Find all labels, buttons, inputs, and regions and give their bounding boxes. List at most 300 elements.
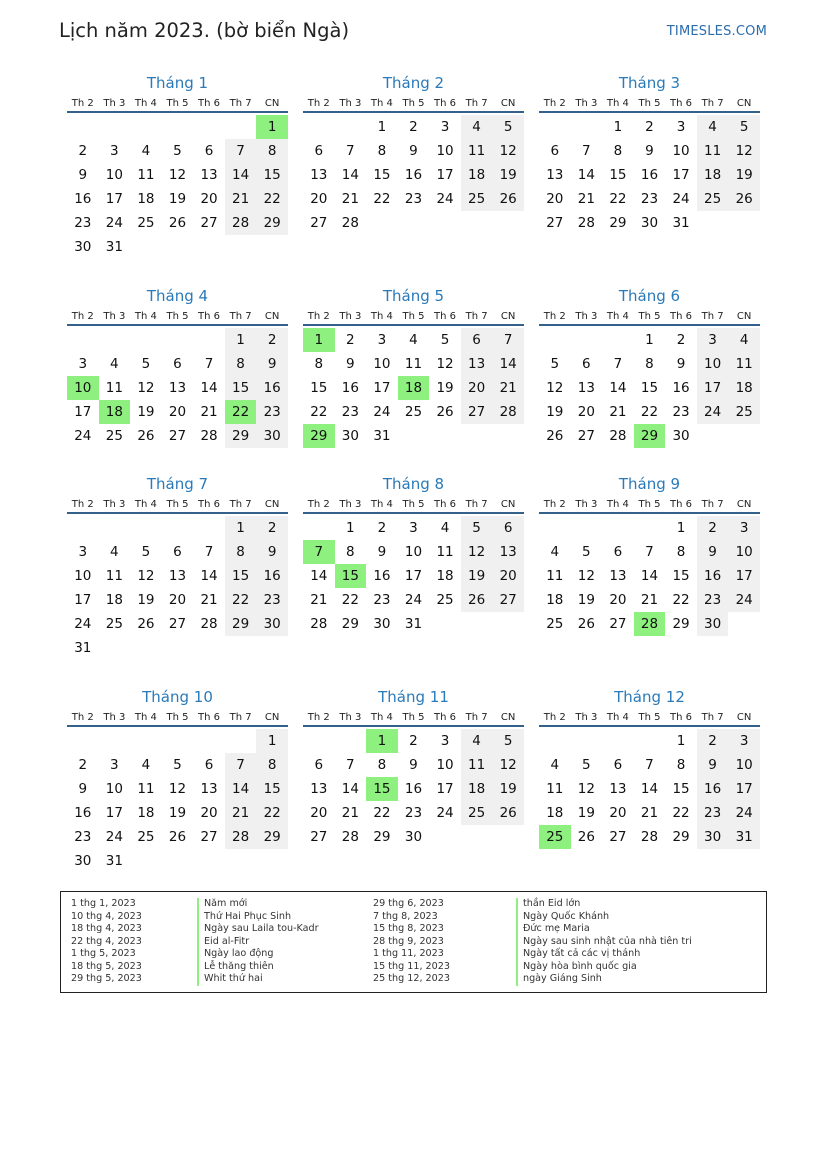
empty-cell <box>602 516 634 540</box>
page-title: Lịch năm 2023. (bờ biển Ngà) <box>59 19 350 42</box>
day-cell: 19 <box>577 592 595 608</box>
month-block <box>539 72 760 235</box>
day-cell: 3 <box>377 332 387 348</box>
holiday-name: Đức mẹ Maria <box>516 923 692 936</box>
empty-cell <box>335 729 367 753</box>
day-cell: 10 <box>373 356 391 372</box>
day-cell: 28 <box>640 829 659 845</box>
day-cell: 4 <box>550 544 560 560</box>
day-cell: 26 <box>168 829 187 845</box>
day-cell: 22 <box>256 801 288 825</box>
day-cell: 11 <box>546 568 564 584</box>
month-block <box>539 473 760 636</box>
holiday-name: Eid al-Fitr <box>197 936 319 949</box>
day-cell: 14 <box>609 380 627 396</box>
empty-cell <box>130 516 162 540</box>
day-cell: 24 <box>728 801 760 825</box>
day-cell: 11 <box>105 380 123 396</box>
day-cell: 13 <box>609 568 627 584</box>
weekday-label: Th 3 <box>575 499 598 510</box>
day-cell: 2 <box>409 119 418 135</box>
day-cell: 9 <box>409 143 418 159</box>
day-cell: 18 <box>546 592 564 608</box>
holiday-day-cell: 18 <box>99 400 131 424</box>
day-cell: 8 <box>314 356 324 372</box>
empty-cell <box>193 115 225 139</box>
day-cell: 11 <box>436 544 454 560</box>
day-cell: 14 <box>310 568 328 584</box>
weekday-label: Th 6 <box>670 712 693 723</box>
day-cell: 5 <box>141 356 151 372</box>
day-cell: 21 <box>200 404 218 420</box>
day-cell: 23 <box>74 215 92 231</box>
day-cell: 29 <box>341 616 359 632</box>
empty-cell <box>67 115 99 139</box>
day-cell: 24 <box>436 191 454 207</box>
day-cell: 20 <box>310 191 328 207</box>
day-cell: 3 <box>440 733 450 749</box>
day-cell: 17 <box>373 380 391 396</box>
holiday-day-cell: 1 <box>366 729 398 753</box>
day-cell: 16 <box>404 781 423 797</box>
day-cell: 16 <box>697 564 729 588</box>
day-cell: 1 <box>225 328 257 352</box>
day-cell: 8 <box>256 753 288 777</box>
day-cell: 1 <box>676 733 686 749</box>
empty-cell <box>99 516 131 540</box>
weekday-label: Th 5 <box>166 712 189 723</box>
weekday-label: CN <box>264 98 280 109</box>
month-name: Tháng 11 <box>378 688 449 706</box>
holiday-day-cell: 10 <box>67 376 99 400</box>
day-cell: 14 <box>341 167 359 183</box>
day-cell: 27 <box>200 829 218 845</box>
day-cell: 23 <box>74 829 92 845</box>
weekday-header <box>67 96 288 113</box>
day-cell: 3 <box>110 757 119 773</box>
day-cell: 18 <box>436 568 454 584</box>
day-cell: 31 <box>74 640 92 656</box>
day-cell: 19 <box>546 404 564 420</box>
day-cell: 28 <box>225 211 257 235</box>
day-cell: 3 <box>409 520 418 536</box>
day-cell: 20 <box>200 191 218 207</box>
empty-cell <box>571 729 603 753</box>
day-cell: 14 <box>640 781 659 797</box>
day-cell: 14 <box>200 568 218 584</box>
weekday-label: Th 7 <box>701 311 724 322</box>
day-cell: 19 <box>168 805 187 821</box>
day-cell: 16 <box>697 777 729 801</box>
day-cell: 30 <box>256 424 288 448</box>
day-grid <box>67 729 288 873</box>
day-grid <box>539 516 760 636</box>
day-cell: 10 <box>105 781 123 797</box>
holiday-date: 1 thg 5, 2023 <box>71 948 136 959</box>
weekday-label: Th 2 <box>307 311 330 322</box>
day-cell: 29 <box>225 424 257 448</box>
day-cell: 12 <box>492 139 524 163</box>
day-cell: 12 <box>168 781 187 797</box>
day-cell: 30 <box>256 612 288 636</box>
day-cell: 15 <box>225 376 257 400</box>
day-cell: 22 <box>640 404 659 420</box>
day-cell: 31 <box>105 853 123 869</box>
day-cell: 24 <box>697 400 729 424</box>
day-cell: 19 <box>137 404 155 420</box>
day-cell: 25 <box>436 592 454 608</box>
weekday-label: CN <box>264 712 280 723</box>
day-cell: 16 <box>256 564 288 588</box>
empty-cell <box>602 328 634 352</box>
day-cell: 7 <box>582 143 591 159</box>
day-cell: 31 <box>105 239 123 255</box>
day-cell: 2 <box>697 729 729 753</box>
day-cell: 29 <box>672 829 690 845</box>
day-cell: 29 <box>225 612 257 636</box>
day-cell: 11 <box>105 568 123 584</box>
day-cell: 11 <box>137 781 155 797</box>
day-cell: 5 <box>582 757 591 773</box>
day-cell: 6 <box>204 757 214 773</box>
day-cell: 10 <box>436 143 454 159</box>
day-grid <box>303 516 524 636</box>
day-cell: 6 <box>314 757 324 773</box>
day-cell: 28 <box>200 616 218 632</box>
day-cell: 14 <box>492 352 524 376</box>
day-cell: 11 <box>404 356 423 372</box>
day-cell: 9 <box>78 781 88 797</box>
day-cell: 24 <box>404 592 423 608</box>
day-cell: 21 <box>640 592 659 608</box>
day-cell: 14 <box>341 781 359 797</box>
holiday-date: 28 thg 9, 2023 <box>373 935 444 947</box>
weekday-label: Th 2 <box>71 712 94 723</box>
holiday-name: Ngày hòa bình quốc gia <box>516 961 692 974</box>
day-cell: 16 <box>404 167 423 183</box>
day-cell: 4 <box>409 332 418 348</box>
day-cell: 8 <box>225 540 257 564</box>
day-cell: 13 <box>546 167 564 183</box>
day-cell: 29 <box>609 215 627 231</box>
day-cell: 23 <box>256 588 288 612</box>
day-cell: 11 <box>137 167 155 183</box>
day-cell: 23 <box>640 191 659 207</box>
day-cell: 30 <box>697 612 729 636</box>
day-grid <box>539 729 760 849</box>
day-cell: 24 <box>672 191 690 207</box>
day-cell: 19 <box>492 163 524 187</box>
holiday-date: 18 thg 4, 2023 <box>71 923 142 934</box>
day-cell: 22 <box>225 588 257 612</box>
holiday-date: 15 thg 8, 2023 <box>373 923 444 934</box>
day-cell: 26 <box>577 616 595 632</box>
day-cell: 24 <box>105 215 123 231</box>
day-cell: 16 <box>74 805 92 821</box>
weekday-label: Th 6 <box>670 311 693 322</box>
month-block <box>67 72 288 259</box>
weekday-label: Th 7 <box>229 98 252 109</box>
weekday-label: Th 3 <box>575 98 598 109</box>
day-cell: 24 <box>105 829 123 845</box>
weekday-label: Th 6 <box>434 98 457 109</box>
empty-cell <box>162 516 194 540</box>
day-grid <box>67 115 288 259</box>
day-grid <box>303 729 524 849</box>
day-cell: 14 <box>225 163 257 187</box>
weekday-label: Th 5 <box>638 499 661 510</box>
weekday-label: Th 2 <box>71 311 94 322</box>
day-cell: 20 <box>609 805 627 821</box>
weekday-label: Th 3 <box>575 311 598 322</box>
day-cell: 5 <box>141 544 151 560</box>
day-cell: 21 <box>200 592 218 608</box>
day-cell: 13 <box>492 540 524 564</box>
day-cell: 20 <box>546 191 564 207</box>
day-cell: 3 <box>440 119 450 135</box>
day-cell: 12 <box>137 380 155 396</box>
day-cell: 5 <box>582 544 591 560</box>
day-cell: 9 <box>346 356 355 372</box>
day-cell: 10 <box>672 143 690 159</box>
day-cell: 23 <box>404 805 423 821</box>
weekday-label: Th 4 <box>370 311 393 322</box>
weekday-header <box>539 497 760 514</box>
weekday-label: Th 7 <box>701 98 724 109</box>
weekday-header <box>539 96 760 113</box>
day-cell: 17 <box>74 404 92 420</box>
day-cell: 21 <box>492 376 524 400</box>
day-cell: 7 <box>204 544 214 560</box>
holiday-date: 29 thg 5, 2023 <box>71 973 142 984</box>
day-cell: 15 <box>225 564 257 588</box>
holiday-date: 25 thg 12, 2023 <box>373 973 450 984</box>
day-cell: 5 <box>728 115 760 139</box>
day-cell: 14 <box>577 167 595 183</box>
empty-cell <box>162 328 194 352</box>
weekday-label: Th 5 <box>402 712 425 723</box>
weekday-label: Th 4 <box>134 98 157 109</box>
empty-cell <box>571 115 603 139</box>
day-cell: 14 <box>200 380 218 396</box>
empty-cell <box>539 729 571 753</box>
day-cell: 12 <box>577 781 595 797</box>
day-cell: 26 <box>577 829 595 845</box>
weekday-label: Th 4 <box>134 712 157 723</box>
day-cell: 26 <box>546 428 564 444</box>
day-cell: 31 <box>672 215 690 231</box>
day-cell: 9 <box>697 540 729 564</box>
day-cell: 23 <box>256 400 288 424</box>
day-cell: 11 <box>697 139 729 163</box>
day-cell: 3 <box>78 356 88 372</box>
weekday-label: Th 2 <box>307 499 330 510</box>
day-cell: 9 <box>697 753 729 777</box>
holiday-day-cell: 25 <box>539 825 571 849</box>
weekday-label: Th 7 <box>701 499 724 510</box>
empty-cell <box>634 729 666 753</box>
day-cell: 19 <box>461 564 493 588</box>
day-grid <box>67 516 288 660</box>
day-cell: 8 <box>645 356 654 372</box>
day-cell: 3 <box>110 143 119 159</box>
empty-cell <box>225 115 257 139</box>
day-cell: 27 <box>492 588 524 612</box>
holiday-date-column <box>373 898 450 986</box>
empty-cell <box>602 729 634 753</box>
day-cell: 25 <box>728 400 760 424</box>
empty-cell <box>634 516 666 540</box>
day-cell: 16 <box>74 191 92 207</box>
day-cell: 4 <box>550 757 560 773</box>
holiday-day-cell: 15 <box>335 564 367 588</box>
day-cell: 30 <box>697 825 729 849</box>
day-cell: 5 <box>461 516 493 540</box>
day-cell: 9 <box>78 167 88 183</box>
day-cell: 27 <box>461 400 493 424</box>
holiday-date: 29 thg 6, 2023 <box>373 898 444 909</box>
day-cell: 28 <box>609 428 627 444</box>
weekday-label: Th 4 <box>134 311 157 322</box>
site-link[interactable]: TIMESLES.COM <box>666 24 767 39</box>
day-cell: 6 <box>582 356 591 372</box>
day-cell: 13 <box>310 167 328 183</box>
month-name: Tháng 9 <box>618 475 681 493</box>
weekday-label: CN <box>500 712 516 723</box>
day-cell: 6 <box>613 544 623 560</box>
day-cell: 18 <box>461 777 493 801</box>
weekday-label: Th 4 <box>370 499 393 510</box>
day-cell: 25 <box>404 404 423 420</box>
weekday-label: Th 3 <box>103 98 126 109</box>
day-cell: 10 <box>404 544 423 560</box>
day-cell: 9 <box>377 544 387 560</box>
day-cell: 30 <box>373 616 391 632</box>
day-cell: 5 <box>492 729 524 753</box>
weekday-label: Th 5 <box>402 499 425 510</box>
day-cell: 5 <box>173 143 182 159</box>
day-cell: 30 <box>74 853 92 869</box>
day-cell: 20 <box>609 592 627 608</box>
holiday-day-cell: 29 <box>634 424 666 448</box>
day-cell: 25 <box>137 829 155 845</box>
weekday-label: Th 6 <box>198 311 221 322</box>
day-cell: 20 <box>310 805 328 821</box>
day-cell: 12 <box>168 167 187 183</box>
day-cell: 21 <box>609 404 627 420</box>
weekday-label: CN <box>736 311 752 322</box>
day-cell: 14 <box>640 568 659 584</box>
day-cell: 27 <box>577 428 595 444</box>
holiday-date: 22 thg 4, 2023 <box>71 935 142 947</box>
holiday-name: Ngày sau Laila tou-Kadr <box>197 923 319 936</box>
weekday-label: Th 6 <box>198 499 221 510</box>
weekday-label: Th 3 <box>339 311 362 322</box>
day-cell: 7 <box>613 356 623 372</box>
day-cell: 22 <box>373 191 391 207</box>
day-cell: 13 <box>609 781 627 797</box>
day-cell: 25 <box>461 801 493 825</box>
day-cell: 6 <box>550 143 560 159</box>
day-cell: 27 <box>609 616 627 632</box>
day-cell: 4 <box>110 356 119 372</box>
empty-cell <box>67 328 99 352</box>
day-cell: 18 <box>697 163 729 187</box>
weekday-label: Th 6 <box>434 499 457 510</box>
day-cell: 24 <box>74 428 92 444</box>
day-cell: 1 <box>645 332 654 348</box>
weekday-header <box>303 710 524 727</box>
day-cell: 27 <box>168 616 187 632</box>
weekday-header <box>539 309 760 326</box>
empty-cell <box>571 516 603 540</box>
day-grid <box>67 328 288 448</box>
day-cell: 5 <box>492 115 524 139</box>
day-cell: 11 <box>461 753 493 777</box>
empty-cell <box>67 729 99 753</box>
weekday-label: Th 4 <box>134 499 157 510</box>
day-cell: 15 <box>373 167 391 183</box>
month-block <box>539 686 760 849</box>
day-cell: 8 <box>225 352 257 376</box>
day-cell: 7 <box>645 544 654 560</box>
day-cell: 13 <box>310 781 328 797</box>
day-cell: 27 <box>168 428 187 444</box>
day-cell: 8 <box>256 139 288 163</box>
day-cell: 7 <box>204 356 214 372</box>
day-cell: 25 <box>697 187 729 211</box>
weekday-label: CN <box>264 499 280 510</box>
day-cell: 18 <box>461 163 493 187</box>
day-cell: 15 <box>256 777 288 801</box>
day-cell: 15 <box>640 380 659 396</box>
empty-cell <box>162 729 194 753</box>
weekday-header <box>303 96 524 113</box>
weekday-label: Th 3 <box>339 499 362 510</box>
day-cell: 2 <box>676 332 686 348</box>
day-cell: 18 <box>137 191 155 207</box>
day-grid <box>539 328 760 448</box>
day-cell: 12 <box>137 568 155 584</box>
day-cell: 2 <box>645 119 654 135</box>
weekday-label: CN <box>736 712 752 723</box>
holiday-name: thần Eid lớn <box>516 898 692 911</box>
day-cell: 4 <box>141 143 151 159</box>
day-cell: 13 <box>200 781 218 797</box>
month-name: Tháng 5 <box>382 287 445 305</box>
day-cell: 31 <box>404 616 423 632</box>
empty-cell <box>130 328 162 352</box>
day-cell: 2 <box>256 328 288 352</box>
day-cell: 15 <box>256 163 288 187</box>
weekday-label: CN <box>736 98 752 109</box>
month-block <box>67 686 288 873</box>
day-cell: 30 <box>404 829 423 845</box>
day-cell: 26 <box>436 404 454 420</box>
weekday-label: Th 5 <box>638 311 661 322</box>
day-cell: 27 <box>609 829 627 845</box>
day-cell: 31 <box>728 825 760 849</box>
day-cell: 23 <box>697 588 729 612</box>
empty-cell <box>303 729 335 753</box>
holiday-day-cell: 29 <box>303 424 335 448</box>
day-cell: 25 <box>105 616 123 632</box>
day-cell: 8 <box>676 544 686 560</box>
holiday-name: Năm mới <box>197 898 319 911</box>
weekday-label: Th 2 <box>543 712 566 723</box>
day-cell: 23 <box>672 404 690 420</box>
empty-cell <box>193 729 225 753</box>
